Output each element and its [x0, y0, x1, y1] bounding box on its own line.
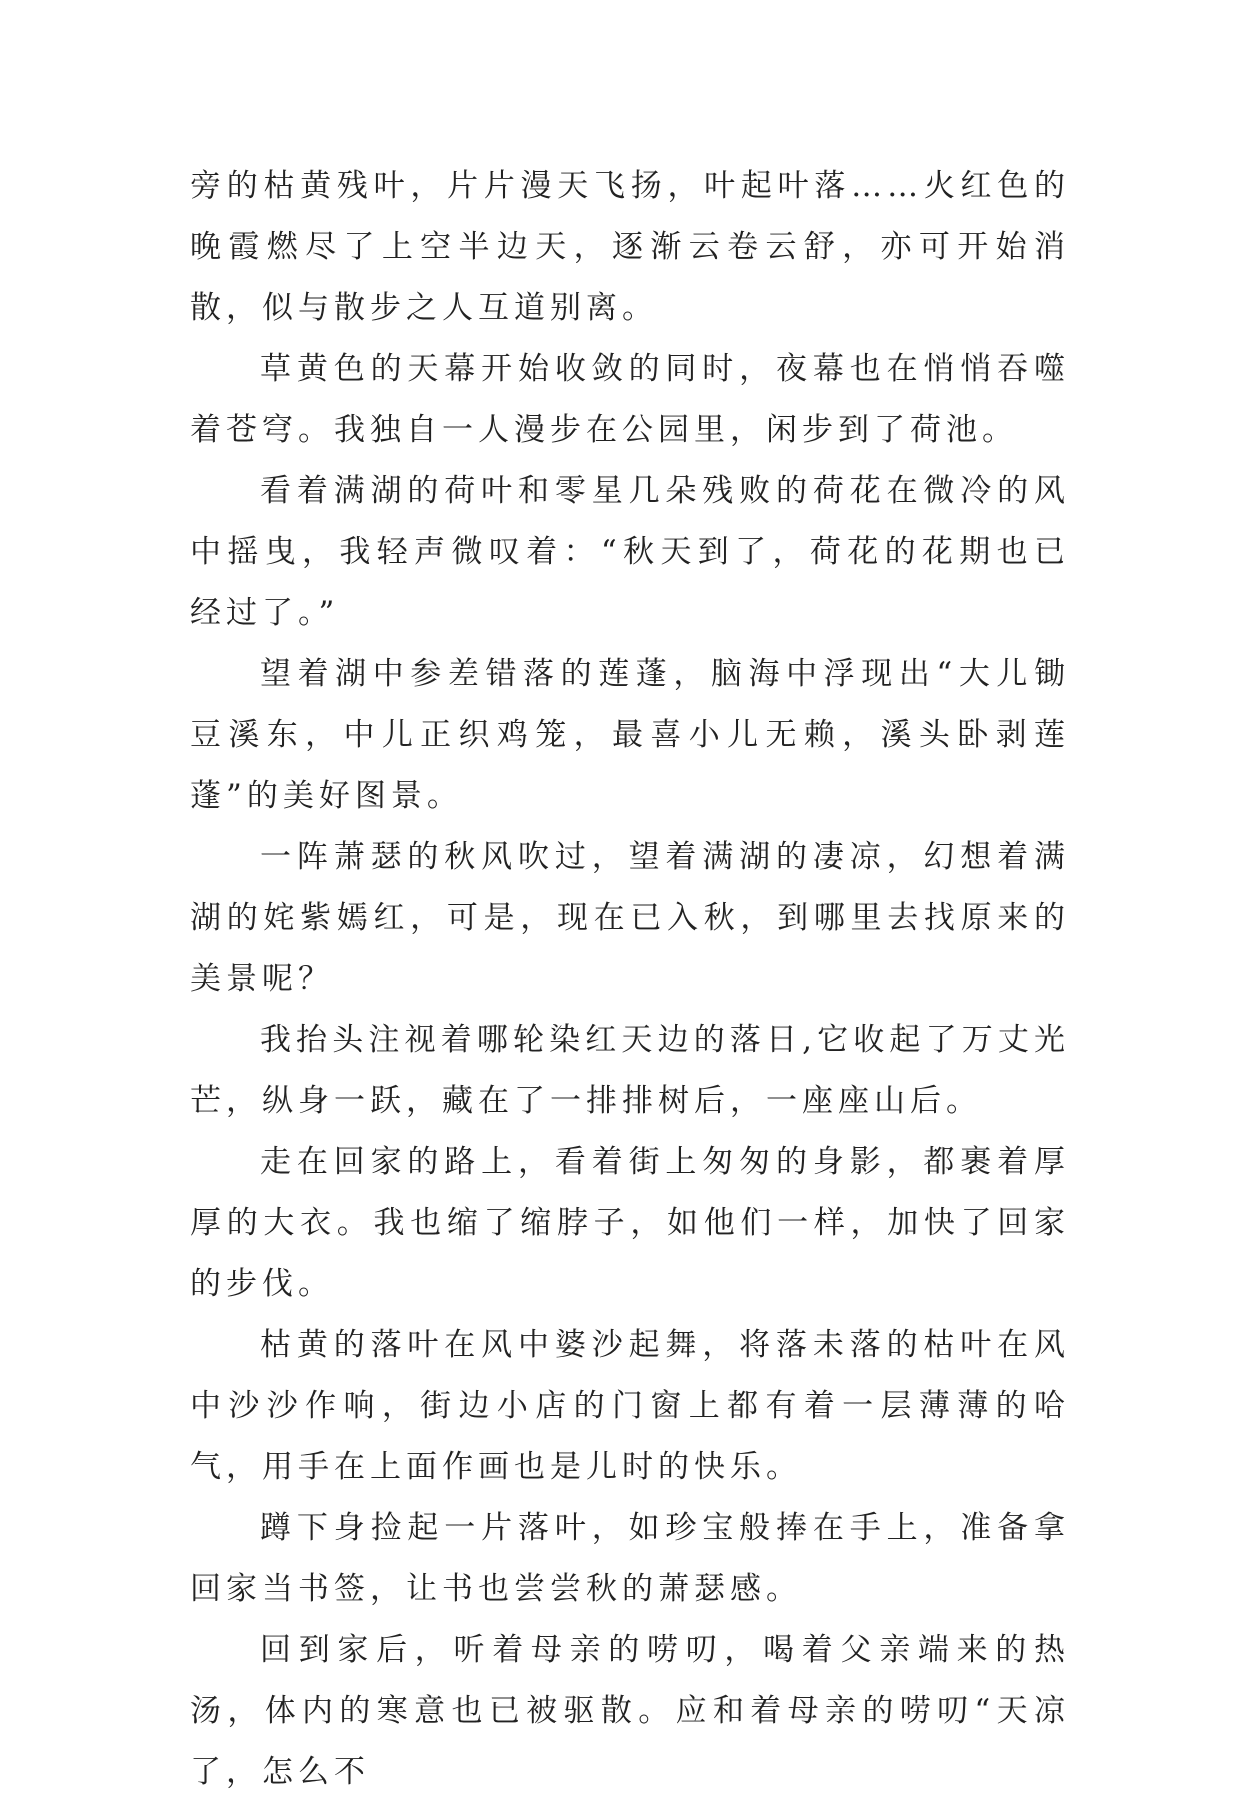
paragraph-2: 草黄色的天幕开始收敛的同时，夜幕也在悄悄吞噬着苍穹。我独自一人漫步在公园里，闲步到了荷池。: [190, 351, 1070, 448]
paragraph-6: 我抬头注视着哪轮染红天边的落日,它收起了万丈光芒，纵身一跃，藏在了一排排树后，一座座山后。: [190, 1022, 1070, 1119]
paragraph-8: 枯黄的落叶在风中婆沙起舞，将落未落的枯叶在风中沙沙作响，街边小店的门窗上都有着一层薄薄的哈气，用手在上面作画也是儿时的快乐。: [190, 1327, 1070, 1485]
paragraph-10: 回到家后，听着母亲的唠叨，喝着父亲端来的热汤，体内的寒意也已被驱散。应和着母亲的唠叨“天凉了，怎么不: [190, 1632, 1070, 1790]
paragraph-9: 蹲下身捡起一片落叶，如珍宝般捧在手上，准备拿回家当书签，让书也尝尝秋的萧瑟感。: [190, 1510, 1070, 1607]
document-body: [190, 156, 1070, 1803]
paragraph-4: 望着湖中参差错落的莲蓬，脑海中浮现出“大儿锄豆溪东，中儿正织鸡笼，最喜小儿无赖，溪头卧剥莲蓬”的美好图景。: [190, 656, 1070, 814]
paragraph-7: 走在回家的路上，看着街上匆匆的身影，都裹着厚厚的大衣。我也缩了缩脖子，如他们一样，加快了回家的步伐。: [190, 1144, 1070, 1302]
paragraph-3: 看着满湖的荷叶和零星几朵残败的荷花在微冷的风中摇曳，我轻声微叹着：“秋天到了，荷花的花期也已经过了。”: [190, 473, 1070, 631]
paragraph-1: 旁的枯黄残叶，片片漫天飞扬，叶起叶落……火红色的晚霞燃尽了上空半边天，逐渐云卷云舒，亦可开始消散，似与散步之人互道别离。: [190, 168, 1070, 326]
paragraph-5: 一阵萧瑟的秋风吹过，望着满湖的凄凉，幻想着满湖的姹紫嫣红，可是，现在已入秋，到哪里去找原来的美景呢？: [190, 839, 1070, 997]
